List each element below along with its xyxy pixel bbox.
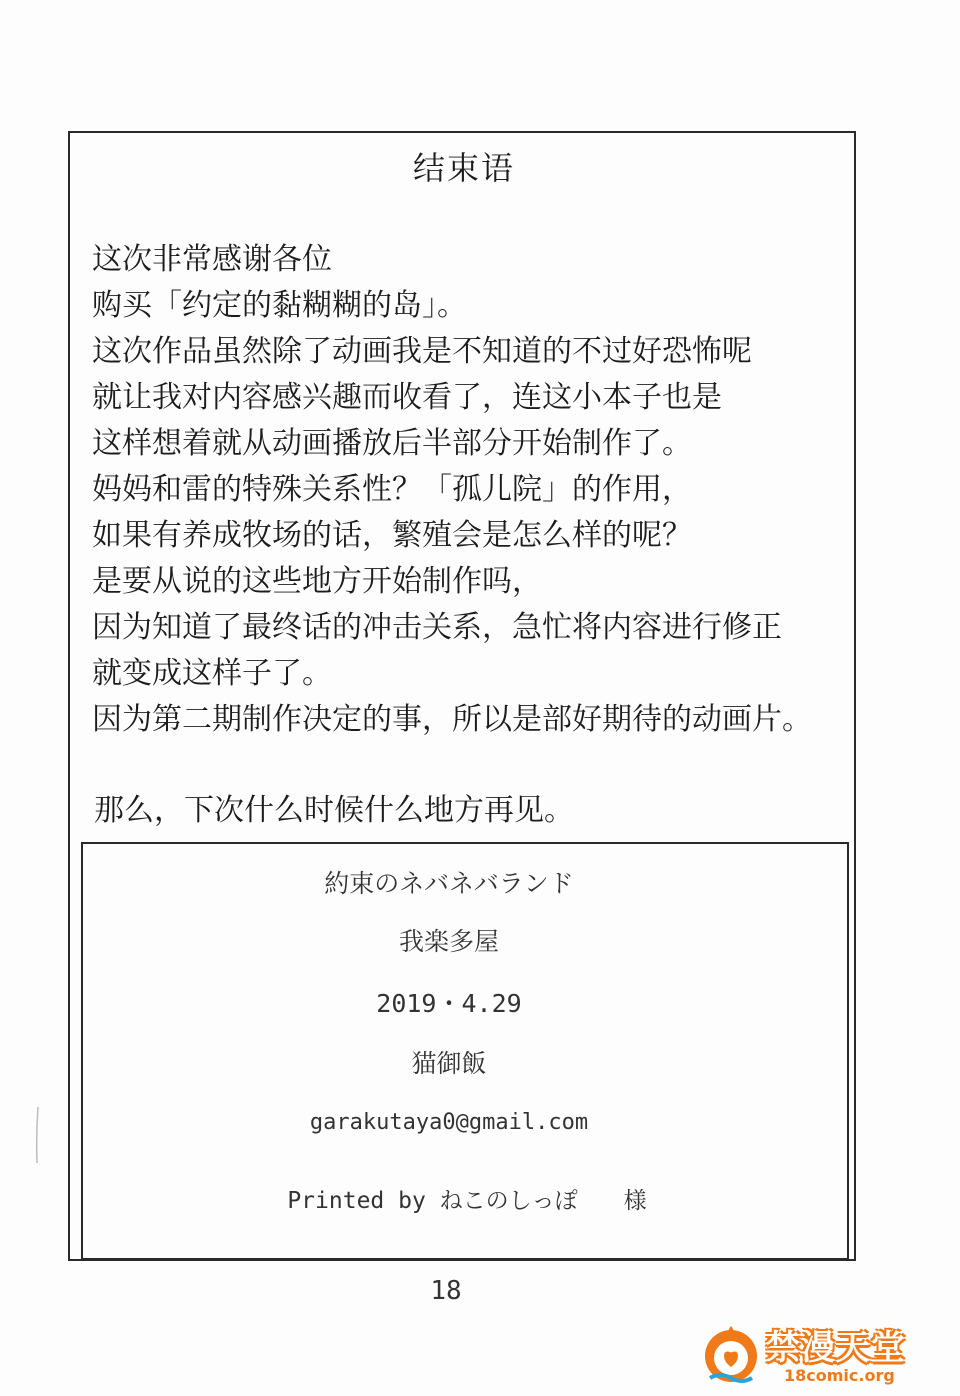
colophon-printer: Printed by ねこのしっぽ 様 [287,1188,647,1214]
page-number: 18 [430,1276,462,1306]
watermark [700,1320,930,1390]
colophon-circle: 我楽多屋 [398,927,499,956]
afterword-line: 就变成这样子了。 [92,656,332,691]
afterword-line: 因为知道了最终话的冲击关系，急忙将内容进行修正 [92,610,782,645]
afterword-line: 这样想着就从动画播放后半部分开始制作了。 [92,426,692,461]
afterword-line: 这次非常感谢各位 [92,242,332,277]
afterword-line: 就让我对内容感兴趣而收看了，连这小本子也是 [92,380,722,415]
afterword-line: 如果有养成牧场的话，繁殖会是怎么样的呢？ [92,518,692,553]
afterword-closing: 那么，下次什么时候什么地方再见。 [94,793,574,828]
afterword-body [92,237,852,743]
afterword-heading: 结束语 [412,149,515,187]
mascot-logo-icon [700,1322,762,1384]
colophon-date: 2019・4.29 [376,989,522,1018]
afterword-frame [68,131,856,1261]
watermark-title: 禁漫天堂 [766,1328,906,1368]
afterword-line: 因为第二期制作决定的事，所以是部好期待的动画片。 [92,702,812,737]
afterword-line: 妈妈和雷的特殊关系性？「孤儿院」的作用， [92,472,692,507]
colophon-author: 猫御飯 [411,1049,487,1078]
colophon-email: garakutaya0@gmail.com [309,1110,589,1135]
scan-mark-icon [34,1105,40,1165]
afterword-line: 购买「约定的黏糊糊的岛」。 [92,288,467,323]
watermark-url: 18comic.org [784,1366,895,1385]
afterword-line: 是要从说的这些地方开始制作吗， [92,564,542,599]
colophon-box [81,842,849,1260]
colophon-title: 約束のネバネバランド [324,869,574,898]
afterword-line: 这次作品虽然除了动画我是不知道的不过好恐怖呢 [92,334,752,369]
